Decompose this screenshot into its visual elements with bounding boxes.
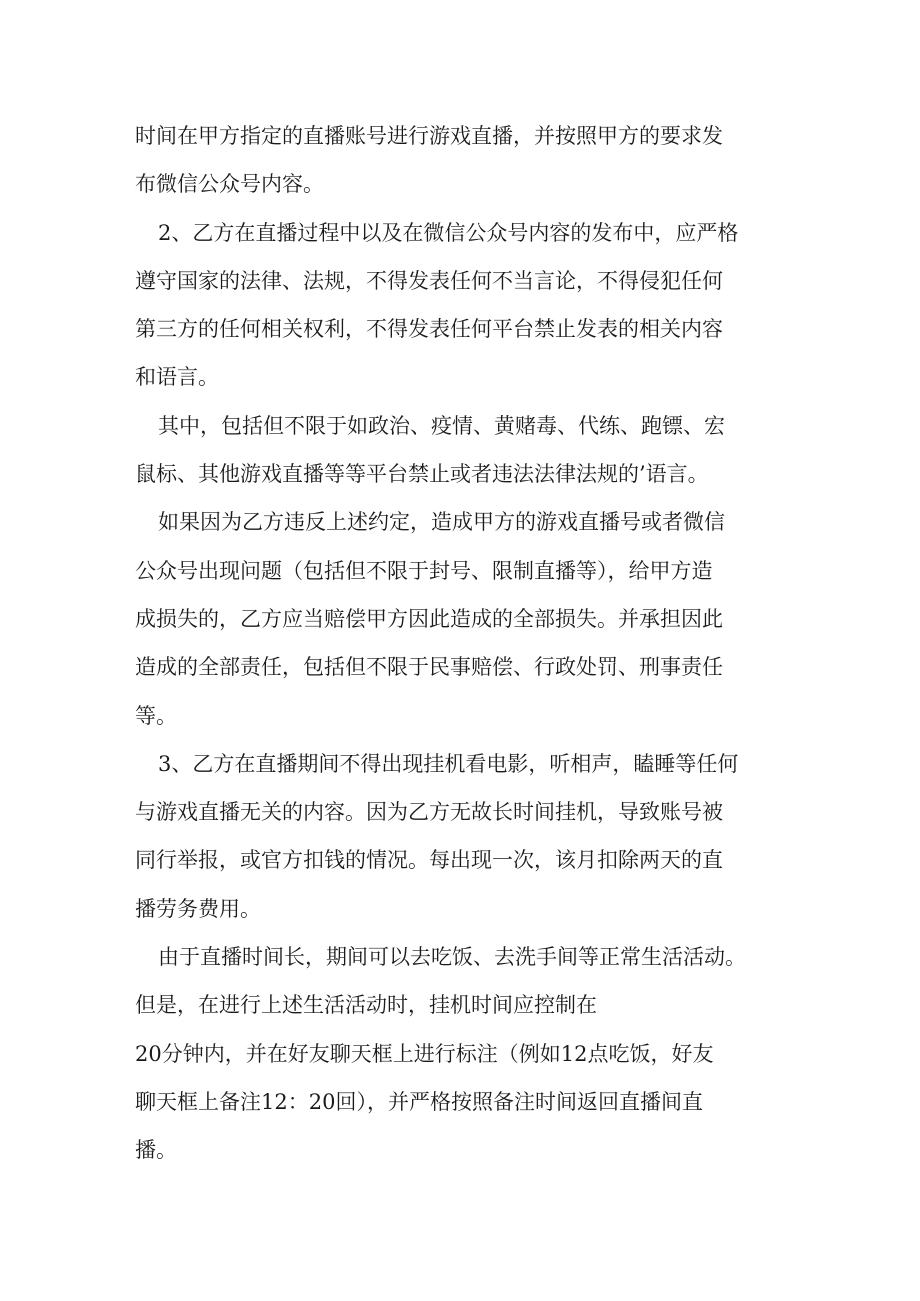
text-line-15: 与游戏直播无关的内容。因为乙方无故长时间挂机，导致账号被: [135, 800, 723, 825]
text-line-20: 20分钟内，并在好友聊天框上进行标注（例如12点吃饭，好友: [135, 1041, 714, 1066]
text-line-10: 公众号出现问题（包括但不限于封号、限制直播等），给甲方造: [135, 558, 713, 583]
text-line-8: 鼠标、其他游戏直播等等平台禁止或者违法法律法规的’语言。: [135, 462, 709, 487]
text-line-13: 等。: [135, 703, 177, 728]
text-line-9: 如果因为乙方违反上述约定，造成甲方的游戏直播号或者微信: [158, 510, 725, 535]
text-line-4: 遵守国家的法律、法规，不得发表任何不当言论，不得侵犯任何: [135, 268, 723, 293]
text-line-7: 其中，包括但不限于如政治、疫情、黄赌毒、代练、跑镖、宏: [158, 413, 725, 438]
text-line-21: 聊天框上备注12：20回），并严格按照备注时间返回直播间直: [135, 1089, 703, 1114]
text-line-2: 布微信公众号内容。: [135, 172, 324, 197]
text-line-17: 播劳务费用。: [135, 896, 261, 921]
text-line-16: 同行举报，或官方扣钱的情况。每出现一次，该月扣除两天的直: [135, 848, 723, 873]
text-line-12: 造成的全部责任，包括但不限于民事赔偿、行政处罚、刑事责任: [135, 655, 723, 680]
text-line-11: 成损失的，乙方应当赔偿甲方因此造成的全部损失。并承担因此: [135, 606, 723, 631]
text-line-19: 但是，在进行上述生活活动时，挂机时间应控制在: [135, 993, 597, 1018]
text-line-3: 2、乙方在直播过程中以及在微信公众号内容的发布中，应严格: [158, 220, 739, 245]
text-line-5: 第三方的任何相关权利，不得发表任何平台禁止发表的相关内容: [135, 317, 723, 342]
document-body: [135, 112, 775, 1175]
text-line-18: 由于直播时间长，期间可以去吃饭、去洗手间等正常生活活动。: [158, 945, 746, 970]
text-line-6: 和语言。: [135, 365, 219, 390]
text-line-1: 时间在甲方指定的直播账号进行游戏直播，并按照甲方的要求发: [135, 124, 723, 148]
text-line-14: 3、乙方在直播期间不得出现挂机看电影，听相声，瞌睡等任何: [158, 751, 739, 776]
text-line-22: 播。: [135, 1138, 177, 1163]
